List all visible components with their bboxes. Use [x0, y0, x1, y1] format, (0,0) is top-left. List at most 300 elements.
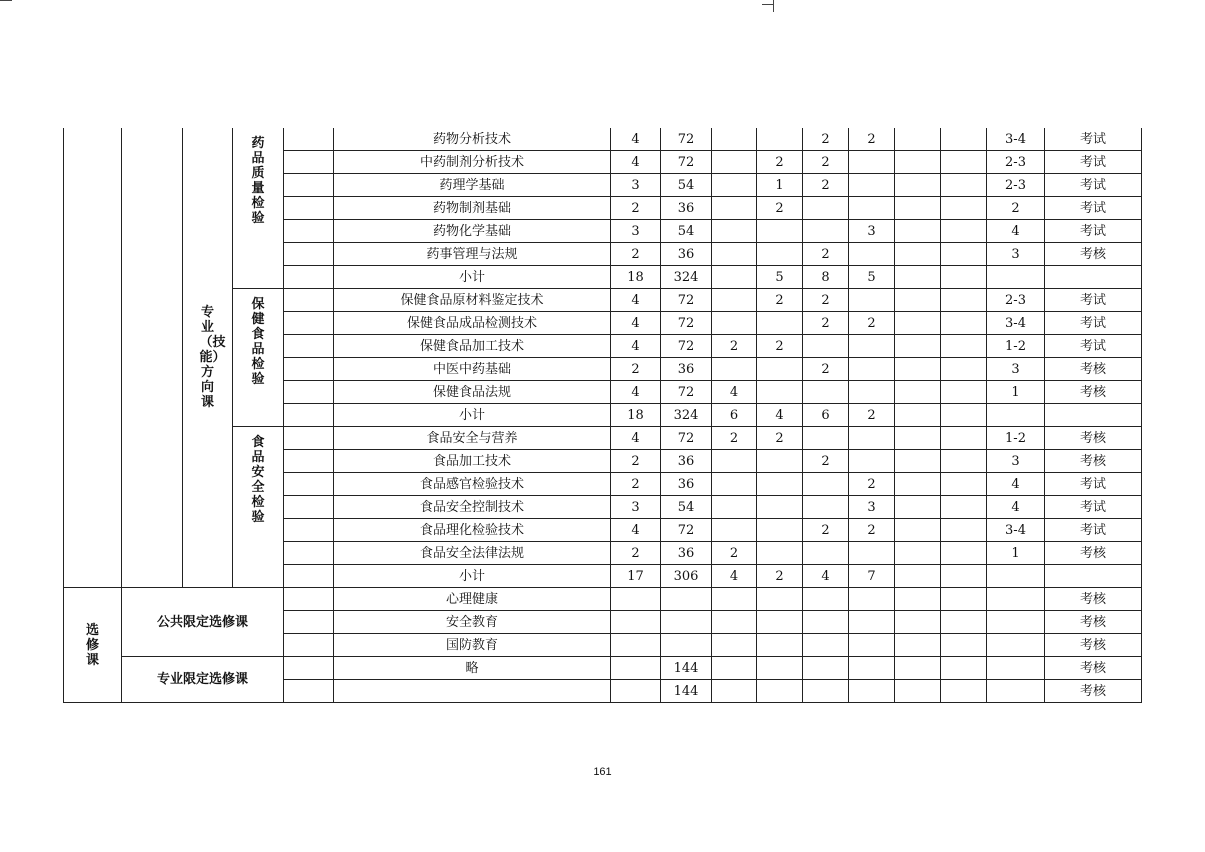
assessment-cell: 考试 — [1045, 128, 1142, 151]
semester-1-cell — [712, 197, 757, 220]
crop-mark-center-vertical — [773, 0, 774, 12]
semester-3-cell: 2 — [803, 128, 849, 151]
course-name-cell: 中药制剂分析技术 — [334, 151, 611, 174]
course-name-cell: 保健食品成品检测技术 — [334, 312, 611, 335]
semester-4-cell — [849, 450, 895, 473]
hours-cell: 36 — [661, 473, 712, 496]
term-cell — [987, 657, 1045, 680]
hours-cell: 72 — [661, 289, 712, 312]
semester-2-cell — [757, 542, 803, 565]
semester-1-cell — [712, 473, 757, 496]
semester-5-cell — [895, 174, 941, 197]
course-name-cell: 保健食品原材料鉴定技术 — [334, 289, 611, 312]
code-cell — [284, 197, 334, 220]
semester-2-cell — [757, 243, 803, 266]
semester-3-cell: 2 — [803, 519, 849, 542]
group-label-cell — [233, 427, 284, 588]
table-row — [64, 128, 1142, 151]
semester-2-cell — [757, 634, 803, 657]
group-label: 药品质量检验 — [251, 136, 265, 226]
credits-cell: 3 — [611, 220, 661, 243]
semester-3-cell — [803, 542, 849, 565]
term-cell: 4 — [987, 473, 1045, 496]
code-cell — [284, 473, 334, 496]
semester-3-cell — [803, 588, 849, 611]
course-name-cell: 保健食品法规 — [334, 381, 611, 404]
semester-5-cell — [895, 611, 941, 634]
elective-label: 选修课 — [85, 622, 99, 668]
code-cell — [284, 243, 334, 266]
term-cell — [987, 680, 1045, 703]
semester-1-cell: 2 — [712, 427, 757, 450]
semester-5-cell — [895, 450, 941, 473]
hours-cell: 36 — [661, 450, 712, 473]
hours-cell: 144 — [661, 657, 712, 680]
semester-4-cell — [849, 611, 895, 634]
assessment-cell: 考试 — [1045, 519, 1142, 542]
hours-cell: 72 — [661, 519, 712, 542]
course-name-cell: 心理健康 — [334, 588, 611, 611]
semester-6-cell — [941, 312, 987, 335]
hours-cell: 72 — [661, 312, 712, 335]
term-cell: 4 — [987, 220, 1045, 243]
credits-cell — [611, 634, 661, 657]
semester-5-cell — [895, 588, 941, 611]
hours-cell: 306 — [661, 565, 712, 588]
semester-5-cell — [895, 519, 941, 542]
code-cell — [284, 151, 334, 174]
semester-6-cell — [941, 588, 987, 611]
credits-cell: 18 — [611, 266, 661, 289]
term-cell — [987, 611, 1045, 634]
semester-4-cell: 3 — [849, 496, 895, 519]
semester-6-cell — [941, 496, 987, 519]
code-cell — [284, 220, 334, 243]
semester-5-cell — [895, 634, 941, 657]
group-label: 食品安全检验 — [251, 435, 265, 525]
course-name-cell: 略 — [334, 657, 611, 680]
credits-cell: 4 — [611, 128, 661, 151]
credits-cell: 4 — [611, 335, 661, 358]
assessment-cell: 考核 — [1045, 542, 1142, 565]
page-number: 161 — [593, 766, 612, 778]
course-name-cell: 药物分析技术 — [334, 128, 611, 151]
credits-cell: 2 — [611, 197, 661, 220]
semester-6-cell — [941, 358, 987, 381]
semester-1-cell: 2 — [712, 542, 757, 565]
semester-5-cell — [895, 335, 941, 358]
credits-cell: 3 — [611, 174, 661, 197]
term-cell: 2-3 — [987, 289, 1045, 312]
code-cell — [284, 611, 334, 634]
assessment-cell: 考试 — [1045, 197, 1142, 220]
semester-3-cell: 2 — [803, 289, 849, 312]
semester-6-cell — [941, 289, 987, 312]
semester-3-cell: 2 — [803, 312, 849, 335]
hours-cell: 36 — [661, 358, 712, 381]
semester-3-cell: 6 — [803, 404, 849, 427]
code-cell — [284, 266, 334, 289]
assessment-cell: 考试 — [1045, 289, 1142, 312]
credits-cell — [611, 611, 661, 634]
semester-2-cell: 5 — [757, 266, 803, 289]
semester-4-cell: 3 — [849, 220, 895, 243]
elective-row — [64, 588, 1142, 611]
credits-cell — [611, 657, 661, 680]
semester-2-cell: 2 — [757, 151, 803, 174]
semester-5-cell — [895, 197, 941, 220]
semester-3-cell — [803, 197, 849, 220]
code-cell — [284, 289, 334, 312]
direction-course-text: 专业（技能）方向课 — [199, 305, 226, 410]
semester-4-cell — [849, 151, 895, 174]
semester-4-cell: 2 — [849, 128, 895, 151]
semester-1-cell — [712, 588, 757, 611]
semester-4-cell: 2 — [849, 312, 895, 335]
semester-6-cell — [941, 128, 987, 151]
credits-cell: 2 — [611, 542, 661, 565]
assessment-cell: 考试 — [1045, 473, 1142, 496]
semester-2-cell — [757, 588, 803, 611]
semester-2-cell: 4 — [757, 404, 803, 427]
semester-6-cell — [941, 611, 987, 634]
semester-4-cell — [849, 381, 895, 404]
assessment-cell: 考核 — [1045, 657, 1142, 680]
assessment-cell — [1045, 565, 1142, 588]
semester-6-cell — [941, 473, 987, 496]
semester-2-cell — [757, 358, 803, 381]
semester-6-cell — [941, 427, 987, 450]
course-name-cell: 食品安全法律法规 — [334, 542, 611, 565]
semester-5-cell — [895, 473, 941, 496]
assessment-cell: 考核 — [1045, 634, 1142, 657]
semester-4-cell: 2 — [849, 519, 895, 542]
semester-6-cell — [941, 197, 987, 220]
semester-4-cell — [849, 542, 895, 565]
semester-2-cell: 2 — [757, 197, 803, 220]
term-cell: 3 — [987, 450, 1045, 473]
credits-cell: 2 — [611, 473, 661, 496]
hours-cell: 54 — [661, 174, 712, 197]
semester-4-cell — [849, 680, 895, 703]
semester-5-cell — [895, 381, 941, 404]
course-name-cell: 国防教育 — [334, 634, 611, 657]
professional-elective-label: 专业限定选修课 — [122, 657, 284, 703]
semester-1-cell — [712, 266, 757, 289]
term-cell: 1 — [987, 542, 1045, 565]
semester-4-cell — [849, 174, 895, 197]
course-name-cell: 保健食品加工技术 — [334, 335, 611, 358]
semester-6-cell — [941, 404, 987, 427]
semester-1-cell — [712, 220, 757, 243]
assessment-cell: 考试 — [1045, 174, 1142, 197]
semester-5-cell — [895, 427, 941, 450]
semester-2-cell — [757, 381, 803, 404]
term-cell: 2-3 — [987, 174, 1045, 197]
code-cell — [284, 312, 334, 335]
code-cell — [284, 174, 334, 197]
course-name-cell — [334, 680, 611, 703]
semester-6-cell — [941, 174, 987, 197]
course-name-cell: 小计 — [334, 404, 611, 427]
code-cell — [284, 427, 334, 450]
credits-cell: 4 — [611, 289, 661, 312]
semester-1-cell: 6 — [712, 404, 757, 427]
credits-cell: 2 — [611, 358, 661, 381]
hours-cell: 324 — [661, 404, 712, 427]
semester-5-cell — [895, 680, 941, 703]
hours-cell — [661, 634, 712, 657]
course-name-cell: 药理学基础 — [334, 174, 611, 197]
assessment-cell: 考核 — [1045, 243, 1142, 266]
semester-1-cell — [712, 680, 757, 703]
code-cell — [284, 657, 334, 680]
semester-6-cell — [941, 335, 987, 358]
credits-cell: 17 — [611, 565, 661, 588]
semester-3-cell — [803, 657, 849, 680]
assessment-cell: 考试 — [1045, 312, 1142, 335]
semester-4-cell — [849, 427, 895, 450]
semester-3-cell: 2 — [803, 174, 849, 197]
semester-2-cell — [757, 128, 803, 151]
hours-cell — [661, 611, 712, 634]
semester-1-cell — [712, 519, 757, 542]
hours-cell: 72 — [661, 427, 712, 450]
semester-6-cell — [941, 381, 987, 404]
code-cell — [284, 450, 334, 473]
semester-2-cell — [757, 312, 803, 335]
code-cell — [284, 519, 334, 542]
assessment-cell: 考核 — [1045, 358, 1142, 381]
term-cell — [987, 404, 1045, 427]
semester-1-cell — [712, 611, 757, 634]
credits-cell: 4 — [611, 519, 661, 542]
semester-2-cell — [757, 611, 803, 634]
semester-2-cell — [757, 496, 803, 519]
semester-4-cell: 2 — [849, 473, 895, 496]
semester-4-cell — [849, 657, 895, 680]
code-cell — [284, 381, 334, 404]
semester-2-cell: 2 — [757, 427, 803, 450]
semester-4-cell — [849, 197, 895, 220]
semester-1-cell: 2 — [712, 335, 757, 358]
term-cell: 3 — [987, 243, 1045, 266]
semester-4-cell — [849, 588, 895, 611]
semester-3-cell: 2 — [803, 358, 849, 381]
assessment-cell: 考核 — [1045, 680, 1142, 703]
term-cell — [987, 634, 1045, 657]
term-cell — [987, 565, 1045, 588]
term-cell: 1-2 — [987, 335, 1045, 358]
credits-cell — [611, 680, 661, 703]
semester-6-cell — [941, 565, 987, 588]
hours-cell: 72 — [661, 381, 712, 404]
semester-6-cell — [941, 450, 987, 473]
semester-6-cell — [941, 634, 987, 657]
semester-6-cell — [941, 519, 987, 542]
credits-cell: 4 — [611, 312, 661, 335]
credits-cell: 4 — [611, 151, 661, 174]
course-name-cell: 食品安全与营养 — [334, 427, 611, 450]
semester-3-cell: 4 — [803, 565, 849, 588]
hours-cell — [661, 588, 712, 611]
group-label-cell — [233, 289, 284, 427]
assessment-cell: 考核 — [1045, 588, 1142, 611]
semester-2-cell — [757, 680, 803, 703]
semester-3-cell: 2 — [803, 151, 849, 174]
semester-5-cell — [895, 657, 941, 680]
semester-1-cell — [712, 174, 757, 197]
hours-cell: 72 — [661, 335, 712, 358]
semester-2-cell — [757, 450, 803, 473]
assessment-cell: 考试 — [1045, 220, 1142, 243]
semester-5-cell — [895, 358, 941, 381]
assessment-cell — [1045, 266, 1142, 289]
term-cell: 3-4 — [987, 519, 1045, 542]
hours-cell: 54 — [661, 220, 712, 243]
elective-label-cell — [64, 588, 122, 703]
public-elective-label: 公共限定选修课 — [122, 588, 284, 657]
term-cell: 3 — [987, 358, 1045, 381]
credits-cell: 2 — [611, 450, 661, 473]
semester-3-cell — [803, 381, 849, 404]
code-cell — [284, 404, 334, 427]
code-cell — [284, 358, 334, 381]
credits-cell: 2 — [611, 243, 661, 266]
course-plan-body — [64, 128, 1142, 703]
semester-1-cell — [712, 312, 757, 335]
semester-1-cell — [712, 151, 757, 174]
elective-row — [64, 657, 1142, 680]
credits-cell: 3 — [611, 496, 661, 519]
assessment-cell: 考核 — [1045, 450, 1142, 473]
semester-6-cell — [941, 220, 987, 243]
semester-5-cell — [895, 312, 941, 335]
semester-6-cell — [941, 657, 987, 680]
code-cell — [284, 588, 334, 611]
code-cell — [284, 542, 334, 565]
semester-3-cell — [803, 335, 849, 358]
semester-1-cell — [712, 657, 757, 680]
semester-3-cell — [803, 634, 849, 657]
assessment-cell: 考核 — [1045, 381, 1142, 404]
semester-1-cell — [712, 289, 757, 312]
assessment-cell: 考核 — [1045, 611, 1142, 634]
semester-1-cell — [712, 496, 757, 519]
semester-3-cell — [803, 220, 849, 243]
course-name-cell: 食品加工技术 — [334, 450, 611, 473]
semester-1-cell — [712, 634, 757, 657]
code-cell — [284, 496, 334, 519]
term-cell: 2-3 — [987, 151, 1045, 174]
semester-4-cell — [849, 634, 895, 657]
semester-1-cell — [712, 450, 757, 473]
semester-5-cell — [895, 266, 941, 289]
course-name-cell: 食品安全控制技术 — [334, 496, 611, 519]
assessment-cell: 考试 — [1045, 151, 1142, 174]
semester-1-cell: 4 — [712, 565, 757, 588]
semester-5-cell — [895, 128, 941, 151]
term-cell: 2 — [987, 197, 1045, 220]
semester-2-cell: 2 — [757, 335, 803, 358]
semester-2-cell — [757, 657, 803, 680]
code-cell — [284, 634, 334, 657]
code-cell — [284, 335, 334, 358]
assessment-cell — [1045, 404, 1142, 427]
credits-cell: 4 — [611, 381, 661, 404]
semester-1-cell: 4 — [712, 381, 757, 404]
course-name-cell: 食品理化检验技术 — [334, 519, 611, 542]
assessment-cell: 考试 — [1045, 496, 1142, 519]
code-cell — [284, 128, 334, 151]
course-name-cell: 中医中药基础 — [334, 358, 611, 381]
crop-mark-left — [0, 0, 12, 1]
term-cell — [987, 266, 1045, 289]
semester-2-cell — [757, 220, 803, 243]
group-label: 保健食品检验 — [251, 297, 265, 387]
semester-4-cell — [849, 358, 895, 381]
term-cell: 1 — [987, 381, 1045, 404]
semester-5-cell — [895, 565, 941, 588]
semester-3-cell — [803, 427, 849, 450]
semester-5-cell — [895, 289, 941, 312]
semester-5-cell — [895, 151, 941, 174]
term-cell: 4 — [987, 496, 1045, 519]
semester-1-cell — [712, 358, 757, 381]
code-cell — [284, 565, 334, 588]
hours-cell: 36 — [661, 197, 712, 220]
semester-4-cell — [849, 243, 895, 266]
term-cell: 3-4 — [987, 312, 1045, 335]
semester-4-cell — [849, 335, 895, 358]
semester-5-cell — [895, 542, 941, 565]
semester-6-cell — [941, 151, 987, 174]
semester-2-cell — [757, 519, 803, 542]
semester-2-cell — [757, 473, 803, 496]
semester-5-cell — [895, 243, 941, 266]
semester-2-cell: 2 — [757, 289, 803, 312]
semester-4-cell: 7 — [849, 565, 895, 588]
course-name-cell: 药物制剂基础 — [334, 197, 611, 220]
course-name-cell: 安全教育 — [334, 611, 611, 634]
credits-cell: 4 — [611, 427, 661, 450]
assessment-cell: 考核 — [1045, 427, 1142, 450]
code-cell — [284, 680, 334, 703]
semester-5-cell — [895, 404, 941, 427]
course-name-cell: 小计 — [334, 266, 611, 289]
semester-6-cell — [941, 542, 987, 565]
course-name-cell: 药物化学基础 — [334, 220, 611, 243]
semester-2-cell: 2 — [757, 565, 803, 588]
semester-3-cell: 2 — [803, 450, 849, 473]
semester-3-cell — [803, 611, 849, 634]
semester-3-cell — [803, 680, 849, 703]
course-name-cell: 药事管理与法规 — [334, 243, 611, 266]
hours-cell: 72 — [661, 151, 712, 174]
semester-1-cell — [712, 128, 757, 151]
course-name-cell: 食品感官检验技术 — [334, 473, 611, 496]
term-cell: 1-2 — [987, 427, 1045, 450]
course-name-cell: 小计 — [334, 565, 611, 588]
semester-4-cell: 5 — [849, 266, 895, 289]
hours-cell: 54 — [661, 496, 712, 519]
direction-course-label — [183, 128, 233, 588]
hours-cell: 36 — [661, 542, 712, 565]
semester-1-cell — [712, 243, 757, 266]
hours-cell: 72 — [661, 128, 712, 151]
semester-6-cell — [941, 243, 987, 266]
semester-4-cell — [849, 289, 895, 312]
